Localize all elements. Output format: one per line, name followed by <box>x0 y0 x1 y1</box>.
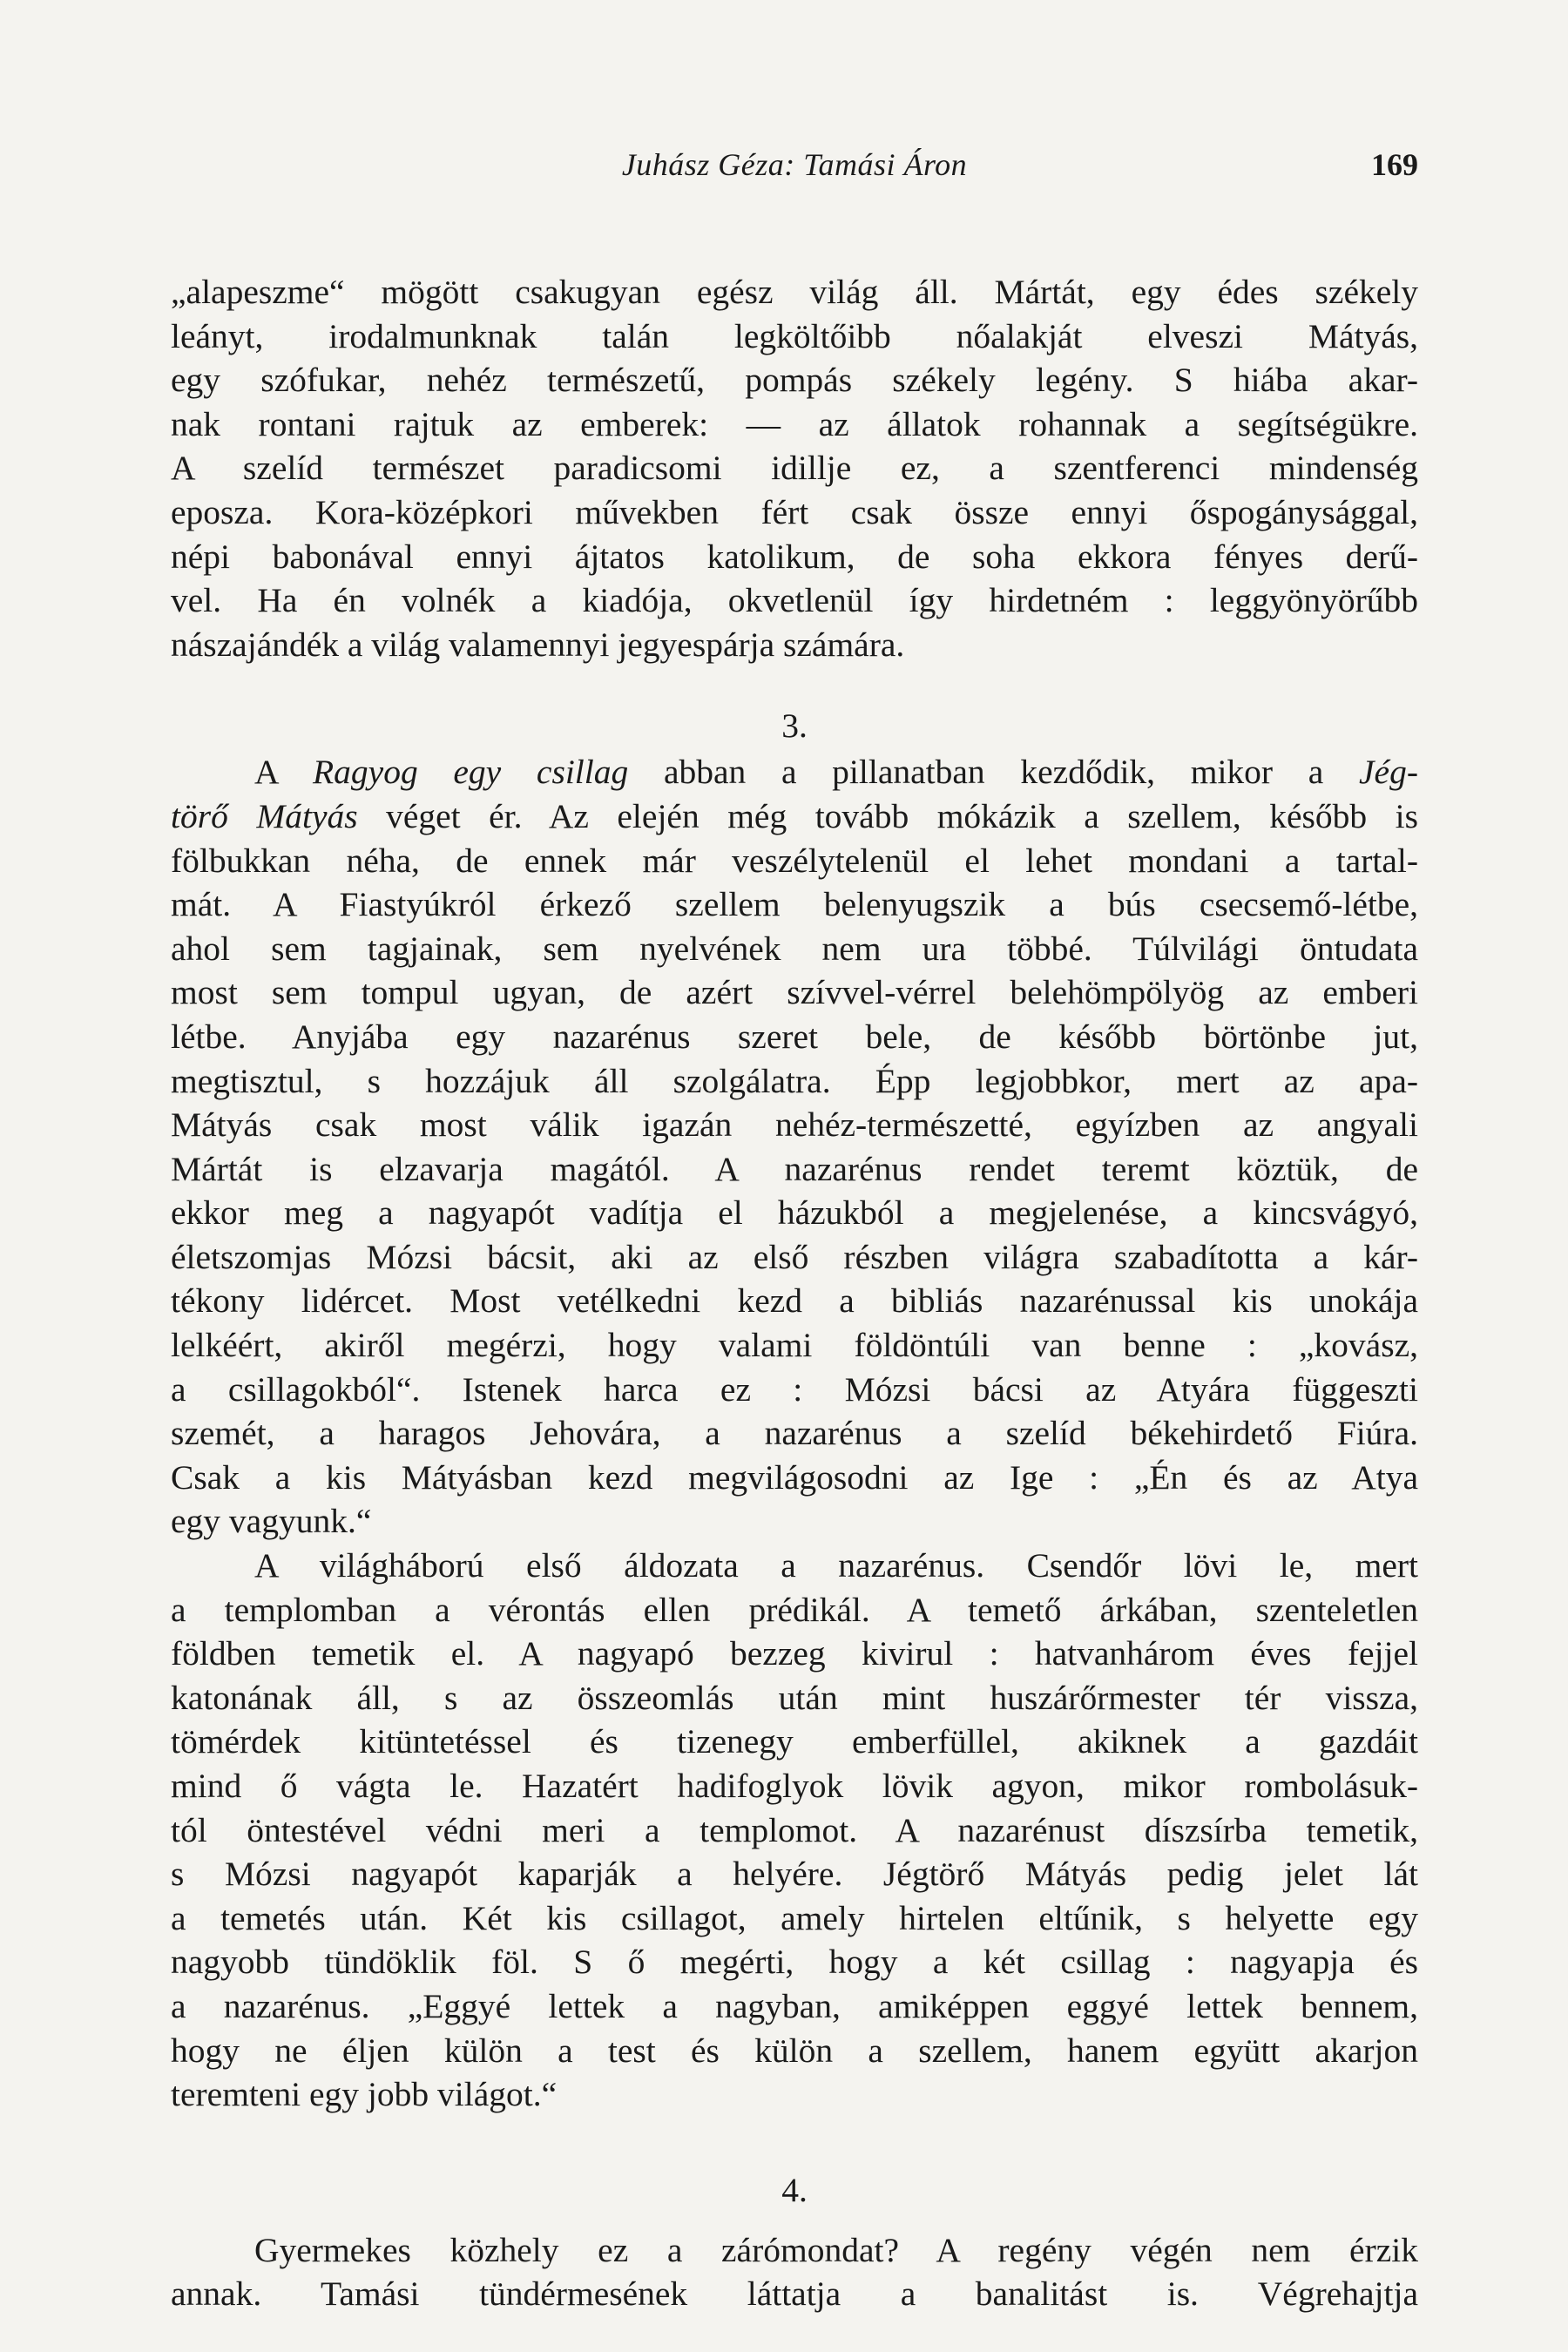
text-line: „alapeszme“ mögött csakugyan egész világ áll. Mártát, egy édes székely <box>171 273 1418 311</box>
text-line: ahol sem tagjainak, sem nyelvének nem ura többé. Túlvilági öntudata <box>171 929 1418 968</box>
page-header <box>171 146 1418 190</box>
text-line: életszomjas Mózsi bácsit, aki az első részben világra szabadította a kár- <box>171 1237 1418 1276</box>
text-line: népi babonával ennyi ájtatos katolikum, de soha ekkora fényes derű- <box>171 537 1418 576</box>
text-line: mind ő vágta le. Hazatért hadifoglyok lövik agyon, mikor rombolásuk- <box>171 1767 1418 1805</box>
text-line: annak. Tamási tündérmesének láttatja a banalitást is. Végrehajtja <box>171 2274 1418 2314</box>
book-title-italic: Jég- <box>1359 753 1418 792</box>
text-line: a csillagokból“. Istenek harca ez : Mózsi bácsi az Atyára függeszti <box>171 1369 1418 1409</box>
book-title-italic: Ragyog egy csillag <box>313 753 629 792</box>
text-line: nászajándék a világ valamennyi jegyespárja számára. <box>171 625 905 664</box>
page-number: 169 <box>1371 147 1418 182</box>
paragraph-world-war <box>171 1544 1418 2117</box>
text-line: Csak a kis Mátyásban kezd megvilágosodni az Ige : „Én és az Atya <box>171 1457 1418 1497</box>
text-line: egy vagyunk.“ <box>171 1502 372 1541</box>
paragraph-intro <box>171 270 1418 666</box>
paragraph-section-3 <box>171 750 1418 1544</box>
text-line: leányt, irodalmunknak talán legköltőibb nőalakját elveszi Mátyás, <box>171 316 1418 355</box>
section-number-4: 4. <box>781 2170 808 2209</box>
text-line: s Mózsi nagyapót kaparják a helyére. Jégtörő Mátyás pedig jelet lát <box>171 1855 1418 1894</box>
text-line: vel. Ha én volnék a kiadója, okvetlenül így hirdetném : leggyönyörűbb <box>171 581 1418 620</box>
text-line: ekkor meg a nagyapót vadítja el házukból a megjelenése, a kincsvágyó, <box>171 1193 1418 1233</box>
text-line: nak rontani rajtuk az emberek: — az állatok rohannak a segítségükre. <box>171 404 1418 443</box>
paragraph-section-4 <box>171 2228 1418 2316</box>
running-title: Juhász Géza: Tamási Áron <box>621 147 968 182</box>
text-line: a nazarénus. „Eggyé lettek a nagyban, amiképpen eggyé lettek bennem, <box>171 1986 1418 2025</box>
text-line: katonának áll, s az összeomlás után mint huszárőrmester tér vissza, <box>171 1678 1418 1717</box>
text-line: tömérdek kitüntetéssel és tizenegy emberfüllel, akiknek a gazdáit <box>171 1722 1418 1761</box>
text-line: Mártát is elzavarja magától. A nazarénus rendet teremt köztük, de <box>171 1149 1418 1188</box>
text-line: egy szófukar, nehéz természetű, pompás székely legény. S hiába akar- <box>171 361 1418 400</box>
text-line: hogy ne éljen külön a test és külön a szellem, hanem együtt akarjon <box>171 2031 1418 2070</box>
text-line: a templomban a vérontás ellen prédikál. A temető árkában, szenteletlen <box>171 1590 1418 1629</box>
text-line: létbe. Anyjába egy nazarénus szeret bele, de később börtönbe jut, <box>171 1017 1418 1056</box>
text-line: mát. A Fiastyúkról érkező szellem belenyugszik a bús csecsemő-létbe, <box>171 885 1418 924</box>
text-line: Gyermekes közhely ez a zárómondat? A regény végén nem érzik <box>254 2230 1418 2269</box>
text-line: A világháború első áldozata a nazarénus. Csendőr lövi le, mert <box>254 1546 1418 1585</box>
section-number-3: 3. <box>781 706 808 746</box>
text-line <box>171 750 1418 794</box>
page-body <box>171 270 1418 2316</box>
text-run: abban a pillanatban kezdődik, mikor a <box>628 753 1360 792</box>
text-line: Mátyás csak most válik igazán nehéz-természetté, egyízben az angyali <box>171 1105 1418 1145</box>
text-line: megtisztul, s hozzájuk áll szolgálatra. Épp legjobbkor, mert az apa- <box>171 1061 1418 1100</box>
text-line: teremteni egy jobb világot.“ <box>171 2075 558 2114</box>
text-run: A <box>254 753 314 792</box>
text-line: földben temetik el. A nagyapó bezzeg kivirul : hatvanhárom éves fejjel <box>171 1634 1418 1673</box>
text-line: most sem tompul ugyan, de azért szívvel-vérrel belehömpölyög az emberi <box>171 973 1418 1012</box>
text-line: tékony lidércet. Most vetélkedni kezd a bibliás nazarénussal kis unokája <box>171 1281 1418 1321</box>
text-line: A szelíd természet paradicsomi idillje ez, a szentferenci mindenség <box>171 449 1418 488</box>
book-title-italic: törő Mátyás <box>171 796 358 835</box>
text-line: a temetés után. Két kis csillagot, amely hirtelen eltűnik, s helyette egy <box>171 1898 1418 1937</box>
text-line: lelkéért, akiről megérzi, hogy valami földöntúli van benne : „kovász, <box>171 1326 1418 1365</box>
text-line: fölbukkan néha, de ennek már veszélytelenül el lehet mondani a tartal- <box>171 841 1418 880</box>
text-line: tól öntestével védni meri a templomot. A nazarénust díszsírba temetik, <box>171 1810 1418 1849</box>
text-line: eposza. Kora-középkori művekben fért csak össze ennyi őspogánysággal, <box>171 492 1418 531</box>
text-line: szemét, a haragos Jehovára, a nazarénus a szelíd békehirdető Fiúra. <box>171 1414 1418 1453</box>
text-line <box>171 794 1418 839</box>
text-line: nagyobb tündöklik föl. S ő megérti, hogy a két csillag : nagyapja és <box>171 1943 1418 1982</box>
text-run: véget ér. Az elején még tovább mókázik a szellem, később is <box>357 796 1418 835</box>
